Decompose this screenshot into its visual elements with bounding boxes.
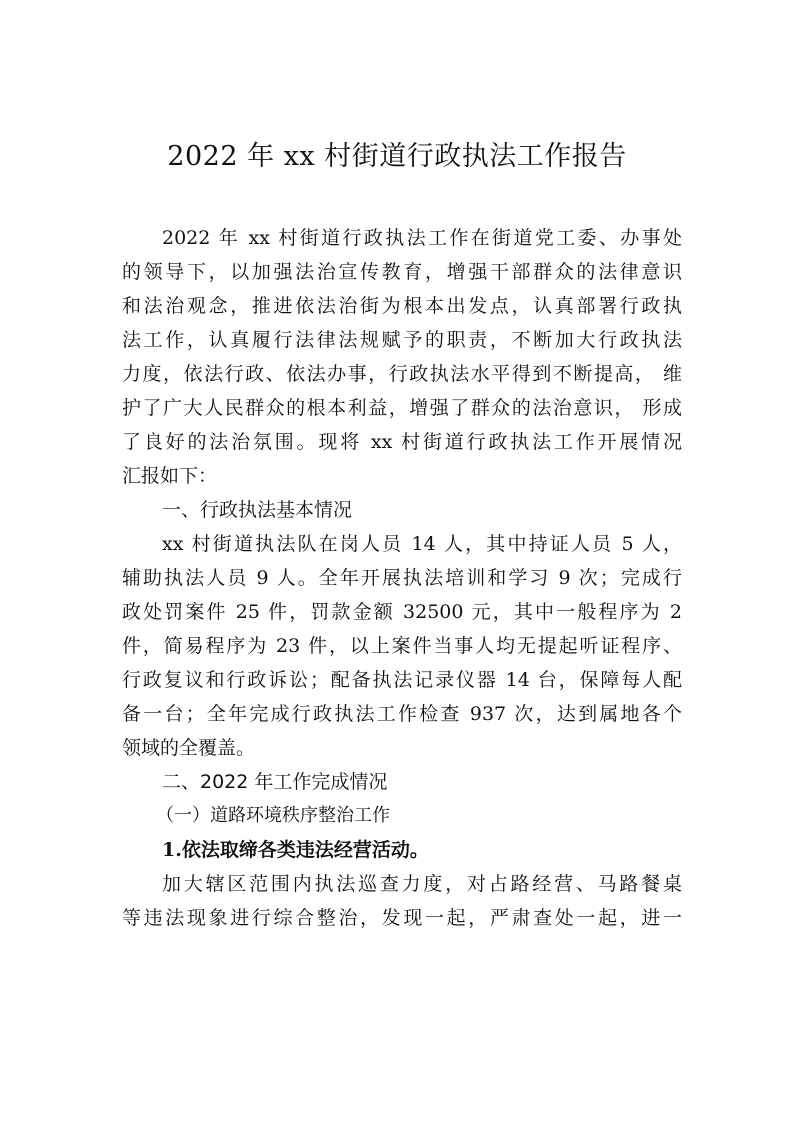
section1-line: 政处罚案件 25 件，罚款金额 32500 元，其中一般程序为 2 <box>122 601 682 623</box>
intro-line: 和法治观念，推进依法治街为根本出发点，认真部署行政执 <box>122 295 682 317</box>
intro-line: 力度，依法行政、依法办事，行政执法水平得到不断提高， 维 <box>122 363 682 385</box>
subsection-heading-1: （一）道路环境秩序整治工作 <box>156 805 390 826</box>
item-heading-1: 1.依法取缔各类违法经营活动。 <box>162 839 429 861</box>
intro-line: 护了广大人民群众的根本利益，增强了群众的法治意识， 形成 <box>122 397 682 419</box>
document-title: 2022 年 xx 村街道行政执法工作报告 <box>167 141 627 172</box>
section1-line: 备一台；全年完成行政执法工作检查 937 次，达到属地各个 <box>122 703 682 725</box>
section1-line: 领域的全覆盖。 <box>122 737 256 759</box>
section-heading-2: 二、2022 年工作完成情况 <box>162 771 388 793</box>
section1-line: xx 村街道执法队在岗人员 14 人，其中持证人员 5 人， <box>162 533 682 555</box>
intro-line: 法工作，认真履行法律法规赋予的职责，不断加大行政执法 <box>122 329 682 351</box>
intro-line: 汇报如下： <box>122 465 218 487</box>
section1-line: 辅助执法人员 9 人。全年开展执法培训和学习 9 次；完成行 <box>122 567 682 589</box>
intro-line: 的领导下，以加强法治宣传教育，增强干部群众的法律意识 <box>122 261 682 283</box>
intro-line: 2022 年 xx 村街道行政执法工作在街道党工委、办事处 <box>162 227 682 249</box>
item1-line: 等违法现象进行综合整治，发现一起，严肃查处一起，进一 <box>122 907 682 929</box>
section1-line: 件，简易程序为 23 件，以上案件当事人均无提起听证程序、 <box>122 635 682 657</box>
item1-line: 加大辖区范围内执法巡查力度，对占路经营、马路餐桌 <box>162 873 682 895</box>
section1-line: 行政复议和行政诉讼；配备执法记录仪器 14 台，保障每人配 <box>122 669 682 691</box>
intro-line: 了良好的法治氛围。现将 xx 村街道行政执法工作开展情况 <box>122 431 682 453</box>
section-heading-1: 一、行政执法基本情况 <box>162 499 353 521</box>
